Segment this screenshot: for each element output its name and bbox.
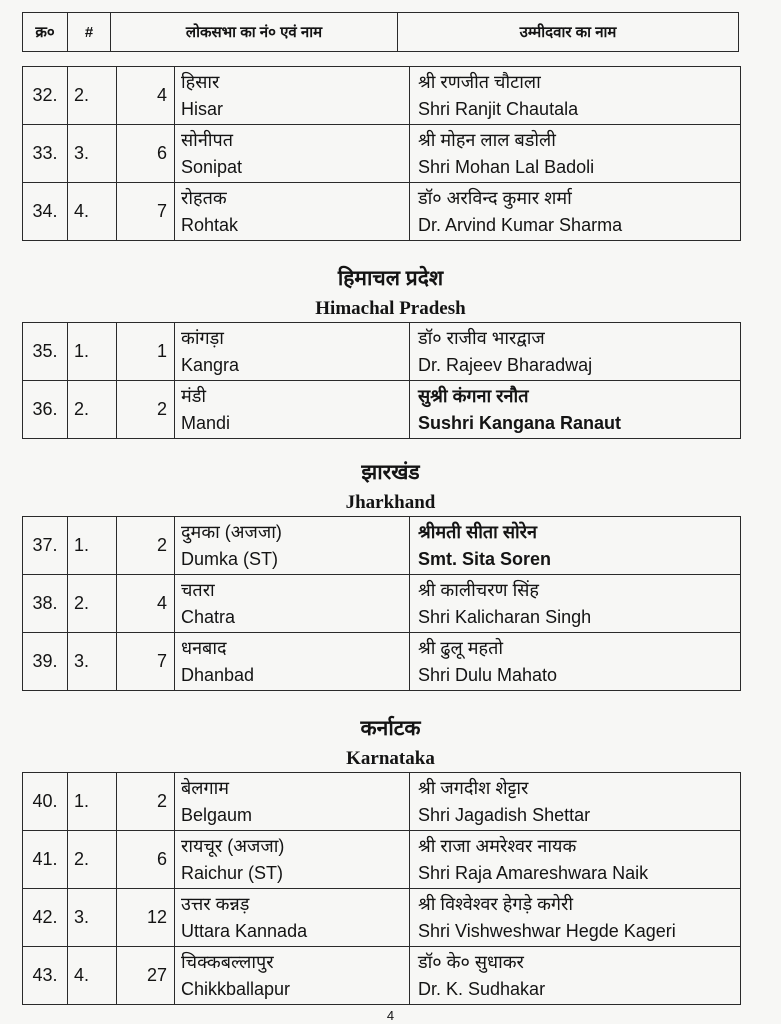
index-cell: 2.: [68, 67, 117, 125]
serial-cell: 34.: [23, 183, 68, 241]
col-constituency-header: लोकसभा का नं० एवं नाम: [111, 13, 398, 52]
constituency-number: 4: [117, 575, 175, 633]
constituency-number: 2: [117, 517, 175, 575]
serial-cell: 36.: [23, 381, 68, 439]
constituency-hindi: कांगड़ा: [181, 327, 224, 348]
constituency-number: 7: [117, 183, 175, 241]
candidate-english: Dr. Rajeev Bharadwaj: [418, 354, 593, 375]
constituency-number: 1: [117, 323, 175, 381]
constituency-english: Dumka (ST): [181, 548, 279, 569]
index-cell: 4.: [68, 947, 117, 1005]
candidate-english: Smt. Sita Soren: [418, 548, 552, 569]
page-number: 4: [386, 1008, 395, 1023]
candidate-hindi: श्री विश्वेश्वर हेगड़े कगेरी: [418, 893, 574, 914]
constituency-cell: [175, 889, 410, 947]
candidate-english: Shri Mohan Lal Badoli: [418, 156, 595, 177]
candidate-hindi: श्री जगदीश शेट्टार: [418, 777, 529, 798]
table-row: [23, 633, 741, 691]
constituency-hindi: बेलगाम: [181, 777, 230, 798]
jharkhand-table: [22, 516, 741, 691]
index-cell: 3.: [68, 889, 117, 947]
index-cell: 3.: [68, 633, 117, 691]
constituency-cell: [175, 633, 410, 691]
serial-cell: 43.: [23, 947, 68, 1005]
candidate-cell: [410, 183, 741, 241]
candidate-cell: [410, 381, 741, 439]
table-row: [23, 517, 741, 575]
candidate-english: Dr. Arvind Kumar Sharma: [418, 214, 623, 235]
constituency-english: Kangra: [181, 354, 240, 375]
table-row: [23, 381, 741, 439]
constituency-english: Chikkballapur: [181, 978, 291, 999]
candidate-english: Dr. K. Sudhakar: [418, 978, 546, 999]
serial-cell: 32.: [23, 67, 68, 125]
constituency-english: Dhanbad: [181, 664, 255, 685]
index-cell: 2.: [68, 831, 117, 889]
candidate-hindi: श्रीमती सीता सोरेन: [418, 521, 538, 542]
constituency-cell: [175, 831, 410, 889]
constituency-cell: [175, 323, 410, 381]
candidate-cell: [410, 323, 741, 381]
haryana-table: [22, 66, 741, 241]
table-row: [23, 67, 741, 125]
table-row: [23, 183, 741, 241]
serial-cell: 40.: [23, 773, 68, 831]
constituency-cell: [175, 67, 410, 125]
candidate-hindi: श्री ढुलू महतो: [418, 637, 503, 658]
serial-cell: 38.: [23, 575, 68, 633]
index-cell: 2.: [68, 575, 117, 633]
constituency-number: 12: [117, 889, 175, 947]
candidate-cell: [410, 67, 741, 125]
constituency-hindi: मंडी: [181, 385, 207, 406]
candidate-cell: [410, 947, 741, 1005]
constituency-number: 2: [117, 773, 175, 831]
candidate-hindi: श्री रणजीत चौटाला: [418, 71, 541, 92]
table-row: [23, 947, 741, 1005]
table-row: [23, 575, 741, 633]
constituency-english: Chatra: [181, 606, 236, 627]
constituency-english: Sonipat: [181, 156, 243, 177]
candidate-hindi: डॉ० अरविन्द कुमार शर्मा: [418, 187, 572, 208]
constituency-english: Mandi: [181, 412, 231, 433]
constituency-cell: [175, 947, 410, 1005]
constituency-english: Hisar: [181, 98, 224, 119]
candidate-english: Shri Vishweshwar Hegde Kageri: [418, 920, 676, 941]
serial-cell: 37.: [23, 517, 68, 575]
candidate-cell: [410, 575, 741, 633]
constituency-number: 7: [117, 633, 175, 691]
serial-cell: 42.: [23, 889, 68, 947]
constituency-cell: [175, 517, 410, 575]
constituency-english: Belgaum: [181, 804, 253, 825]
candidate-cell: [410, 633, 741, 691]
constituency-cell: [175, 381, 410, 439]
serial-cell: 35.: [23, 323, 68, 381]
candidate-english: Shri Ranjit Chautala: [418, 98, 579, 119]
state-title-english: Jharkhand: [345, 492, 436, 513]
constituency-hindi: धनबाद: [181, 637, 227, 658]
index-cell: 2.: [68, 381, 117, 439]
constituency-english: Uttara Kannada: [181, 920, 308, 941]
serial-cell: 39.: [23, 633, 68, 691]
state-title-hindi: हिमाचल प्रदेश: [337, 267, 444, 290]
constituency-number: 27: [117, 947, 175, 1005]
constituency-hindi: रायचूर (अजजा): [181, 835, 285, 856]
candidate-hindi: सुश्री कंगना रनौत: [418, 385, 529, 406]
candidate-cell: [410, 517, 741, 575]
candidate-english: Sushri Kangana Ranaut: [418, 412, 622, 433]
state-title-english: Karnataka: [346, 748, 435, 769]
candidate-cell: [410, 889, 741, 947]
index-cell: 1.: [68, 323, 117, 381]
candidate-hindi: डॉ० के० सुधाकर: [418, 951, 524, 972]
karnataka-table: [22, 772, 741, 1005]
candidate-english: Shri Kalicharan Singh: [418, 606, 592, 627]
header-table: [22, 12, 739, 52]
table-row: [23, 831, 741, 889]
table-row: [23, 323, 741, 381]
constituency-hindi: सोनीपत: [181, 129, 233, 150]
state-title-hindi: झारखंड: [361, 461, 420, 484]
index-cell: 4.: [68, 183, 117, 241]
constituency-number: 2: [117, 381, 175, 439]
table-row: [23, 125, 741, 183]
index-cell: 3.: [68, 125, 117, 183]
candidate-english: Shri Jagadish Shettar: [418, 804, 591, 825]
constituency-number: 6: [117, 125, 175, 183]
serial-cell: 41.: [23, 831, 68, 889]
candidate-hindi: डॉ० राजीव भारद्वाज: [418, 327, 545, 348]
constituency-cell: [175, 575, 410, 633]
state-title-english: Himachal Pradesh: [315, 298, 466, 319]
serial-cell: 33.: [23, 125, 68, 183]
constituency-hindi: हिसार: [181, 71, 220, 92]
candidate-hindi: श्री मोहन लाल बडोली: [418, 129, 556, 150]
candidate-english: Shri Dulu Mahato: [418, 664, 558, 685]
candidate-cell: [410, 125, 741, 183]
constituency-number: 4: [117, 67, 175, 125]
index-cell: 1.: [68, 773, 117, 831]
constituency-number: 6: [117, 831, 175, 889]
table-row: [23, 773, 741, 831]
constituency-english: Raichur (ST): [181, 862, 284, 883]
constituency-cell: [175, 773, 410, 831]
state-title-hindi: कर्नाटक: [360, 717, 421, 740]
constituency-hindi: चतरा: [181, 579, 215, 600]
constituency-cell: [175, 125, 410, 183]
constituency-hindi: उत्तर कन्नड़: [181, 893, 250, 914]
candidate-english: Shri Raja Amareshwara Naik: [418, 862, 649, 883]
constituency-hindi: दुमका (अजजा): [181, 521, 282, 542]
candidate-hindi: श्री राजा अमरेश्वर नायक: [418, 835, 577, 856]
constituency-hindi: चिक्कबल्लापुर: [181, 951, 274, 972]
table-row: [23, 889, 741, 947]
candidate-cell: [410, 773, 741, 831]
col-hash-header: #: [68, 13, 111, 52]
constituency-english: Rohtak: [181, 214, 239, 235]
constituency-hindi: रोहतक: [181, 187, 227, 208]
candidate-hindi: श्री कालीचरण सिंह: [418, 579, 539, 600]
himachal-table: [22, 322, 741, 439]
constituency-cell: [175, 183, 410, 241]
index-cell: 1.: [68, 517, 117, 575]
col-candidate-header: उम्मीदवार का नाम: [398, 13, 739, 52]
candidate-cell: [410, 831, 741, 889]
col-serial-header: क्र०: [23, 13, 68, 52]
